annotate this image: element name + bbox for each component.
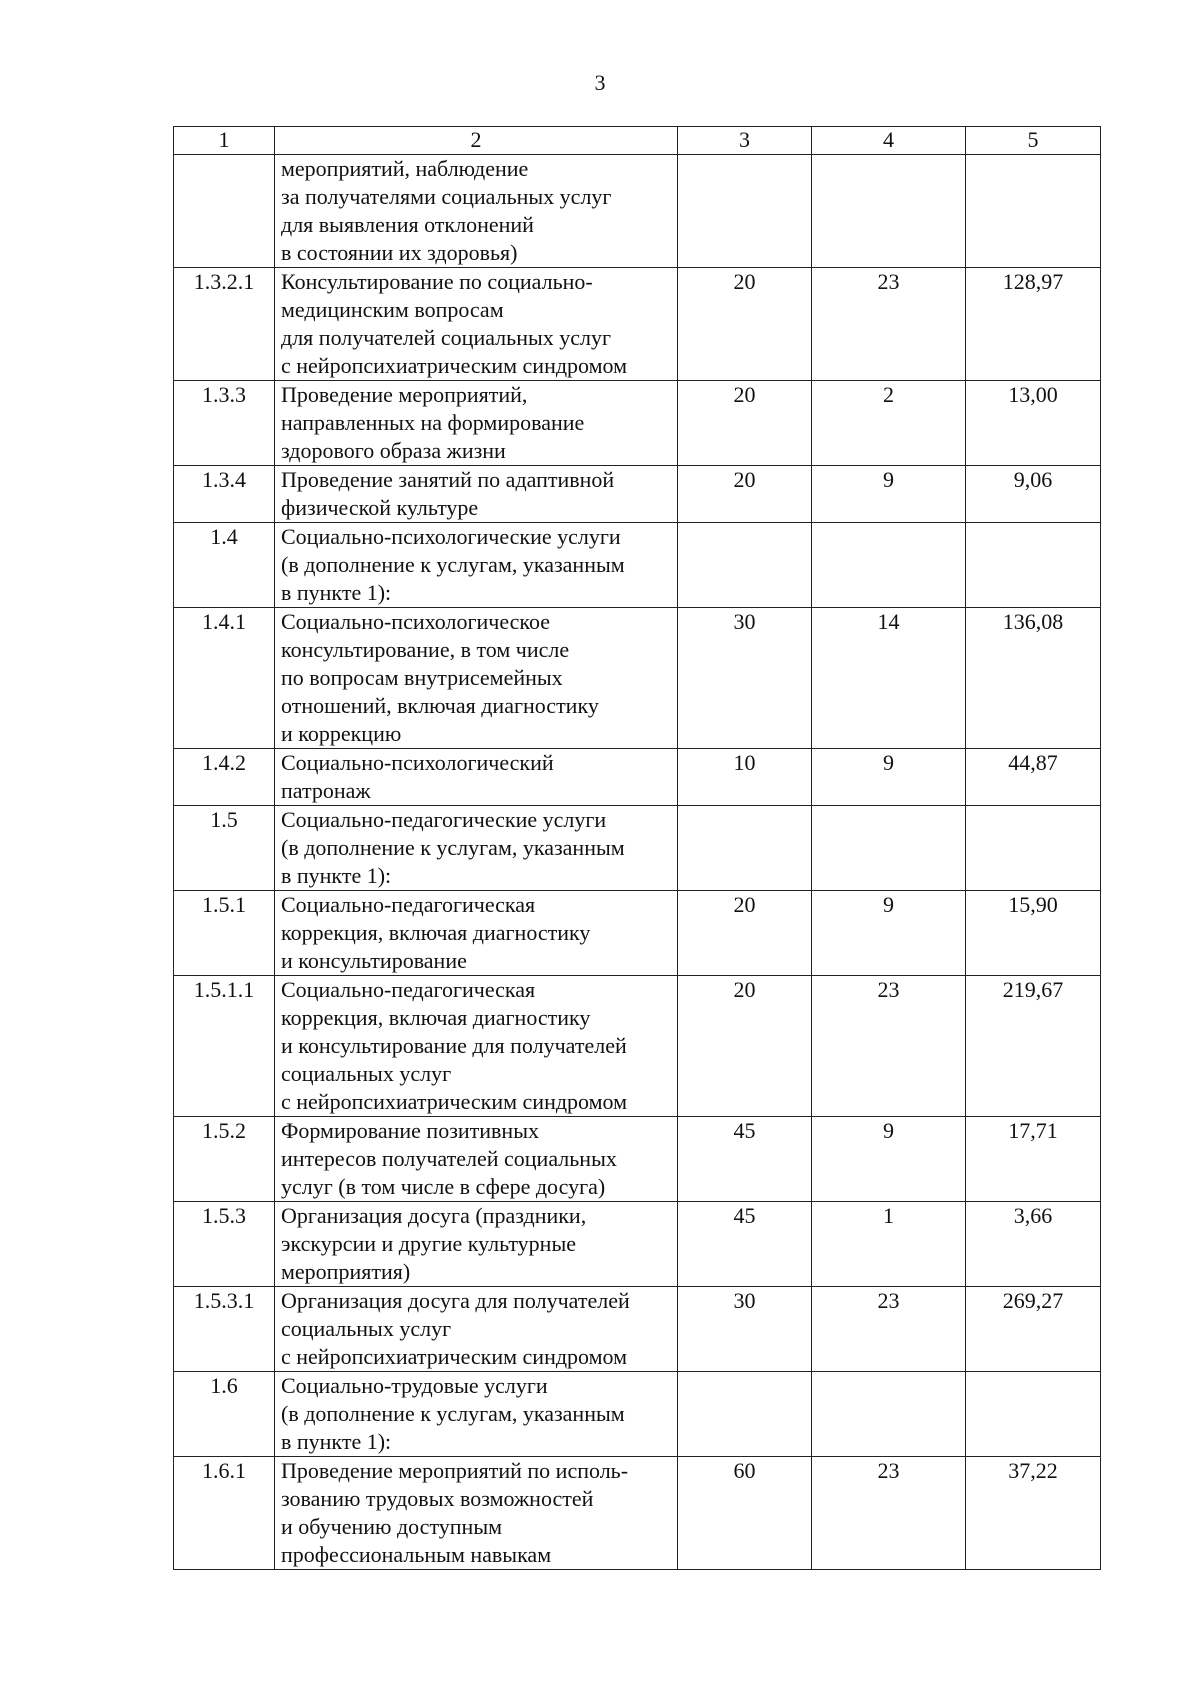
service-name-line: (в дополнение к услугам, указанным <box>281 835 625 860</box>
value-cell-col3: 20 <box>678 891 812 976</box>
service-name-line: экскурсии и другие культурные <box>281 1231 577 1256</box>
service-code-cell: 1.3.2.1 <box>174 268 275 381</box>
value-cell-col4: 9 <box>812 1117 966 1202</box>
table-row <box>174 806 1101 891</box>
service-name-line: физической культуре <box>281 495 479 520</box>
value-cell-col5: 128,97 <box>966 268 1101 381</box>
service-name-cell <box>275 976 678 1117</box>
service-code-cell: 1.4.2 <box>174 749 275 806</box>
value-cell-col3: 20 <box>678 268 812 381</box>
service-name-line: (в дополнение к услугам, указанным <box>281 552 625 577</box>
service-name-line: Организация досуга (праздники, <box>281 1203 587 1228</box>
service-code-cell: 1.6 <box>174 1372 275 1457</box>
service-name-line: отношений, включая диагностику <box>281 693 599 718</box>
table-row <box>174 1457 1101 1570</box>
service-name-line: Социально-психологические услуги <box>281 524 621 549</box>
service-code-cell: 1.3.3 <box>174 381 275 466</box>
service-name-line: Проведение мероприятий, <box>281 382 528 407</box>
table-row <box>174 155 1101 268</box>
service-name-line: патронаж <box>281 778 371 803</box>
value-cell-col5: 17,71 <box>966 1117 1101 1202</box>
service-code-cell: 1.5 <box>174 806 275 891</box>
table-row <box>174 891 1101 976</box>
value-cell-col5: 3,66 <box>966 1202 1101 1287</box>
value-cell-col3: 60 <box>678 1457 812 1570</box>
value-cell-col5: 269,27 <box>966 1287 1101 1372</box>
service-code-cell: 1.5.3 <box>174 1202 275 1287</box>
value-cell-col4 <box>812 155 966 268</box>
service-name-line: в состоянии их здоровья) <box>281 240 518 265</box>
value-cell-col4: 9 <box>812 749 966 806</box>
service-code-cell: 1.4 <box>174 523 275 608</box>
table-row <box>174 608 1101 749</box>
value-cell-col3: 20 <box>678 976 812 1117</box>
service-name-cell <box>275 608 678 749</box>
value-cell-col3: 20 <box>678 381 812 466</box>
service-name-line: социальных услуг <box>281 1316 452 1341</box>
value-cell-col4: 23 <box>812 1287 966 1372</box>
value-cell-col3 <box>678 155 812 268</box>
service-name-line: Социально-педагогическая <box>281 977 536 1002</box>
service-name-line: Социально-педагогическая <box>281 892 536 917</box>
service-name-cell <box>275 1202 678 1287</box>
service-name-line: Организация досуга для получателей <box>281 1288 630 1313</box>
value-cell-col5 <box>966 523 1101 608</box>
service-name-line: с нейропсихиатрическим синдромом <box>281 1089 628 1114</box>
service-code-cell: 1.3.4 <box>174 466 275 523</box>
value-cell-col3: 45 <box>678 1202 812 1287</box>
service-name-cell <box>275 1372 678 1457</box>
service-name-cell <box>275 155 678 268</box>
service-name-line: в пункте 1): <box>281 580 392 605</box>
services-table <box>173 126 1101 1570</box>
service-name-line: в пункте 1): <box>281 1429 392 1454</box>
column-number-row <box>174 127 1101 155</box>
value-cell-col5: 15,90 <box>966 891 1101 976</box>
service-name-cell <box>275 466 678 523</box>
service-name-cell <box>275 749 678 806</box>
service-name-line: (в дополнение к услугам, указанным <box>281 1401 625 1426</box>
service-name-line: для выявления отклонений <box>281 212 534 237</box>
table-row <box>174 1372 1101 1457</box>
service-name-line: Проведение занятий по адаптивной <box>281 467 615 492</box>
value-cell-col4: 9 <box>812 891 966 976</box>
value-cell-col4: 2 <box>812 381 966 466</box>
column-header-5: 5 <box>966 127 1101 155</box>
value-cell-col3: 30 <box>678 1287 812 1372</box>
service-code-cell: 1.5.1 <box>174 891 275 976</box>
table-row <box>174 1202 1101 1287</box>
value-cell-col5: 9,06 <box>966 466 1101 523</box>
service-name-line: Социально-трудовые услуги <box>281 1373 548 1398</box>
value-cell-col4: 23 <box>812 1457 966 1570</box>
value-cell-col3 <box>678 523 812 608</box>
table-row <box>174 523 1101 608</box>
service-name-line: здорового образа жизни <box>281 438 506 463</box>
service-name-line: и консультирование <box>281 948 467 973</box>
table-row <box>174 466 1101 523</box>
value-cell-col5: 44,87 <box>966 749 1101 806</box>
table-body <box>174 127 1101 1570</box>
column-header-2: 2 <box>275 127 678 155</box>
service-name-line: для получателей социальных услуг <box>281 325 612 350</box>
service-name-line: и обучению доступным <box>281 1514 503 1539</box>
service-code-cell: 1.5.2 <box>174 1117 275 1202</box>
service-name-cell <box>275 891 678 976</box>
service-name-cell <box>275 381 678 466</box>
value-cell-col4 <box>812 523 966 608</box>
service-name-line: медицинским вопросам <box>281 297 504 322</box>
service-name-line: Социально-педагогические услуги <box>281 807 607 832</box>
column-header-4: 4 <box>812 127 966 155</box>
service-name-cell <box>275 1117 678 1202</box>
table-row <box>174 749 1101 806</box>
value-cell-col5: 136,08 <box>966 608 1101 749</box>
service-name-line: и коррекцию <box>281 721 402 746</box>
service-name-line: профессиональным навыкам <box>281 1542 552 1567</box>
value-cell-col4: 23 <box>812 268 966 381</box>
value-cell-col3 <box>678 806 812 891</box>
service-name-line: услуг (в том числе в сфере досуга) <box>281 1174 606 1199</box>
service-name-line: в пункте 1): <box>281 863 392 888</box>
service-name-line: Формирование позитивных <box>281 1118 539 1143</box>
value-cell-col4: 9 <box>812 466 966 523</box>
value-cell-col5 <box>966 1372 1101 1457</box>
service-name-line: консультирование, в том числе <box>281 637 570 662</box>
value-cell-col3: 20 <box>678 466 812 523</box>
value-cell-col4 <box>812 806 966 891</box>
service-name-line: социальных услуг <box>281 1061 452 1086</box>
value-cell-col3: 10 <box>678 749 812 806</box>
service-code-cell: 1.6.1 <box>174 1457 275 1570</box>
value-cell-col4: 23 <box>812 976 966 1117</box>
column-header-3: 3 <box>678 127 812 155</box>
service-name-line: направленных на формирование <box>281 410 585 435</box>
service-code-cell: 1.5.3.1 <box>174 1287 275 1372</box>
service-name-cell <box>275 523 678 608</box>
value-cell-col4 <box>812 1372 966 1457</box>
service-name-line: мероприятия) <box>281 1259 411 1284</box>
value-cell-col5: 13,00 <box>966 381 1101 466</box>
service-name-line: Социально-психологическое <box>281 609 550 634</box>
table-row <box>174 381 1101 466</box>
value-cell-col5: 37,22 <box>966 1457 1101 1570</box>
service-name-line: коррекция, включая диагностику <box>281 920 591 945</box>
service-code-cell: 1.5.1.1 <box>174 976 275 1117</box>
table-row <box>174 1117 1101 1202</box>
service-name-line: Социально-психологический <box>281 750 554 775</box>
value-cell-col4: 1 <box>812 1202 966 1287</box>
service-name-line: зованию трудовых возможностей <box>281 1486 594 1511</box>
table-row <box>174 1287 1101 1372</box>
value-cell-col3: 30 <box>678 608 812 749</box>
service-name-line: за получателями социальных услуг <box>281 184 612 209</box>
table-row <box>174 976 1101 1117</box>
service-name-line: с нейропсихиатрическим синдромом <box>281 353 628 378</box>
service-name-line: мероприятий, наблюдение <box>281 156 529 181</box>
service-name-cell <box>275 1287 678 1372</box>
service-name-line: коррекция, включая диагностику <box>281 1005 591 1030</box>
service-code-cell: 1.4.1 <box>174 608 275 749</box>
service-name-line: с нейропсихиатрическим синдромом <box>281 1344 628 1369</box>
service-name-cell <box>275 268 678 381</box>
service-name-cell <box>275 806 678 891</box>
service-code-cell <box>174 155 275 268</box>
service-name-line: интересов получателей социальных <box>281 1146 617 1171</box>
value-cell-col5 <box>966 806 1101 891</box>
table-row <box>174 268 1101 381</box>
service-name-line: Проведение мероприятий по исполь- <box>281 1458 629 1483</box>
value-cell-col5: 219,67 <box>966 976 1101 1117</box>
value-cell-col4: 14 <box>812 608 966 749</box>
service-name-line: по вопросам внутрисемейных <box>281 665 563 690</box>
page-number: 3 <box>594 70 606 95</box>
value-cell-col5 <box>966 155 1101 268</box>
service-name-cell <box>275 1457 678 1570</box>
service-name-line: Консультирование по социально- <box>281 269 593 294</box>
column-header-1: 1 <box>174 127 275 155</box>
value-cell-col3: 45 <box>678 1117 812 1202</box>
service-name-line: и консультирование для получателей <box>281 1033 627 1058</box>
value-cell-col3 <box>678 1372 812 1457</box>
